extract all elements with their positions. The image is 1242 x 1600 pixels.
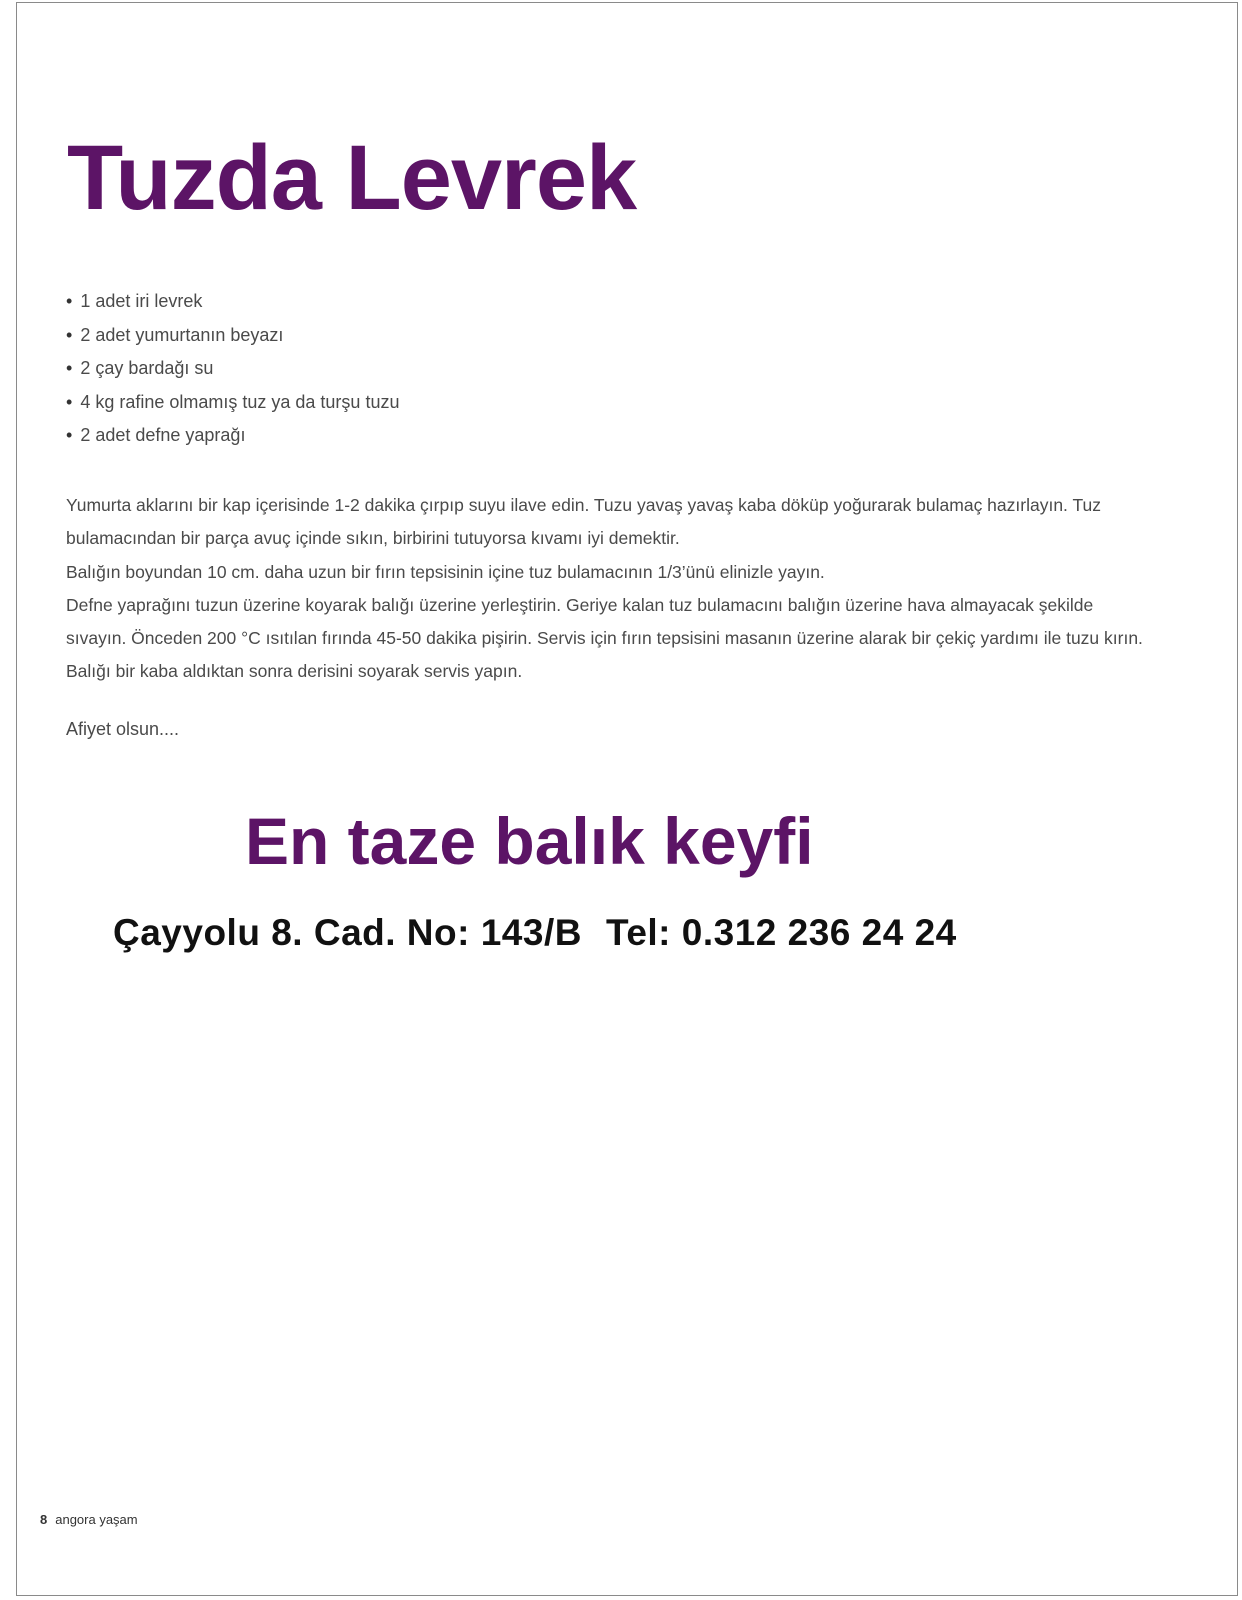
ad-address: Çayyolu 8. Cad. No: 143/B	[113, 912, 582, 953]
publication-name: angora yaşam	[55, 1512, 138, 1527]
instruction-paragraph: Defne yaprağını tuzun üzerine koyarak balığı üzerine yerleştirin. Geriye kalan tuz bulamacını balığın üzerine hava almayacak şekilde sıvayın. Önceden 200 °C ısıtılan fırında 45-50 dakika pişirin. Servis için fırın tepsisini masanın üzerine alarak bir çekiç yardımı ile tuzu kırın. Balığı bir kaba aldıktan sonra derisini soyarak servis yapın.	[66, 594, 1143, 682]
ad-phone: Tel: 0.312 236 24 24	[605, 912, 957, 953]
ad-slogan: En taze balık keyfi	[245, 804, 814, 878]
page-frame	[16, 2, 1238, 1596]
list-item: • 2 çay bardağı su	[66, 352, 399, 386]
ad-contact	[113, 912, 957, 954]
instruction-paragraph: Yumurta aklarını bir kap içerisinde 1-2 dakika çırpıp suyu ilave edin. Tuzu yavaş yavaş kaba döküp yoğurarak bulamaç hazırlayın. Tuz bulamacından bir parça avuç içinde sıkın, birbirini tutuyorsa kıvamı iyi demektir.	[66, 495, 1101, 549]
list-item: • 2 adet defne yaprağı	[66, 419, 399, 453]
list-item: • 4 kg rafine olmamış tuz ya da turşu tuzu	[66, 386, 399, 420]
instructions	[66, 489, 1151, 689]
closing-text: Afiyet olsun....	[66, 719, 180, 739]
list-item: • 2 adet yumurtanın beyazı	[66, 319, 399, 353]
instruction-paragraph: Balığın boyundan 10 cm. daha uzun bir fırın tepsisinin içine tuz bulamacının 1/3’ünü elinizle yayın.	[66, 561, 825, 582]
page-footer	[40, 1512, 138, 1527]
recipe-title: Tuzda Levrek	[67, 127, 637, 229]
list-item: • 1 adet iri levrek	[66, 285, 399, 319]
ingredients-list	[66, 285, 399, 453]
page-number: 8	[40, 1512, 48, 1527]
